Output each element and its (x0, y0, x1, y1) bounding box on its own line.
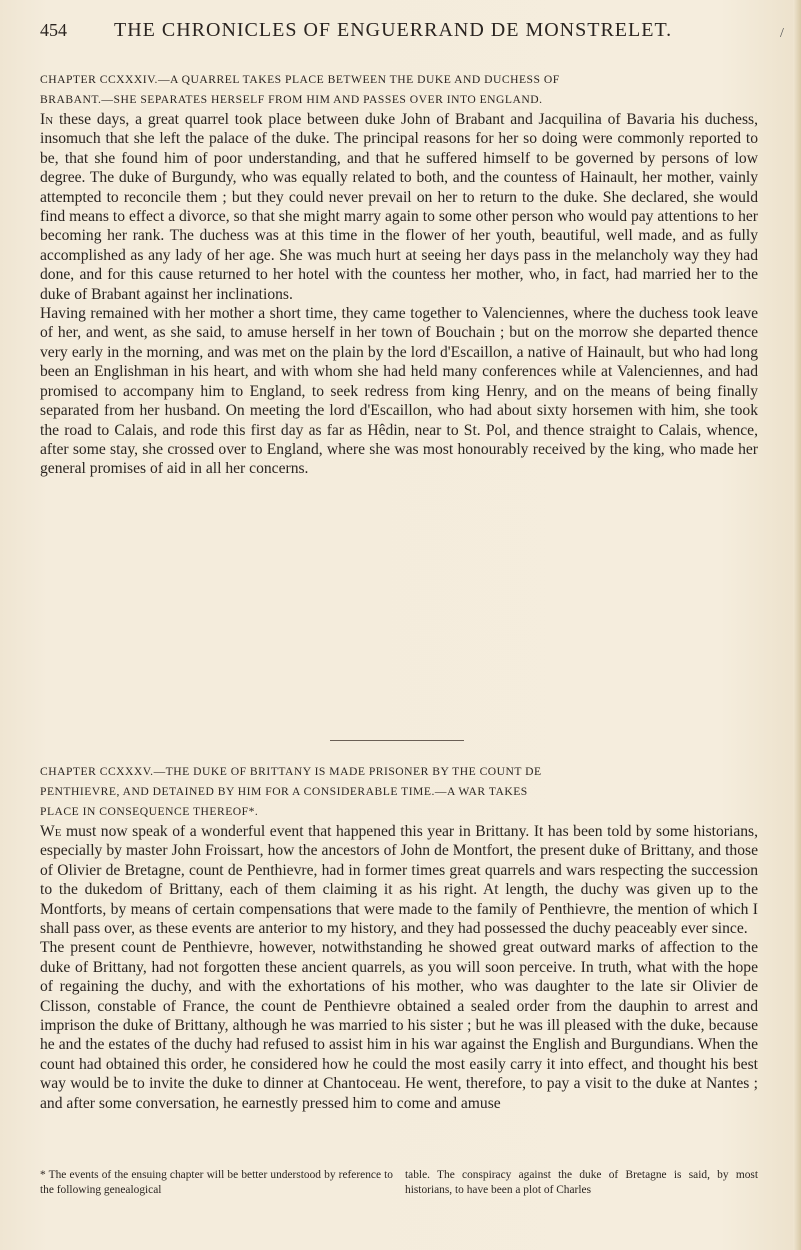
chapter-heading-line: BRABANT.—SHE SEPARATES HERSELF FROM HIM AND PASSES OVER INTO ENGLAND. (40, 93, 543, 106)
paragraph (40, 110, 758, 304)
section-divider (330, 740, 464, 741)
footnote (40, 1168, 758, 1198)
initial-word: We (40, 823, 62, 840)
chapter-heading (40, 70, 758, 110)
paragraph-text: The present count de Penthievre, however, notwithstanding he showed great outward marks of affection to the duke of Brittany, had not forgotten these ancient quarrels, as you will soon perceive. In truth, what with the hope of regaining the duchy, and with the exhortations of his mother, who was daughter to the late sir Olivier de Clisson, constable of France, the count de Penthievre obtained a sealed order from the dauphin to arrest and imprison the duke of Brittany, although he was married to his sister ; but he was ill pleased with the duke, because he and the estates of the duchy had refused to assist him in his war against the English and Burgundians. When the count had obtained this order, he considered how he could the most easily carry it into effect, and thought his best way would be to invite the duke to dinner at Chantoceau. He went, therefore, to pay a visit to the duke at Nantes ; and after some conversation, he earnestly pressed him to come and amuse (40, 939, 758, 1112)
paragraph (40, 938, 758, 1113)
page-edge (793, 0, 801, 1250)
initial-word: In (40, 111, 54, 128)
chapter-heading-line: CHAPTER CCXXXV.—THE DUKE OF BRITTANY IS MADE PRISONER BY THE COUNT DE (40, 765, 542, 778)
page-number: 454 (40, 20, 67, 40)
paragraph-text: these days, a great quarrel took place between duke John of Brabant and Jacquilina of Bavaria his duchess, insomuch that she left the palace of the duke. The principal reasons for her so doing were commonly reported to be, that she found him of poor understanding, and that he suffered himself to be governed by persons of low degree. The duke of Burgundy, who was equally related to both, and the countess of Hainault, her mother, vainly attempted to reconcile them ; but they could never prevail on her to return to the duke. She declared, she would find means to effect a divorce, so that she might marry again to some other person who would pay attentions to her becoming her rank. The duchess was at this time in the flower of her youth, beautiful, well made, and as fully accomplished as any lady of her age. She was much hurt at seeing her days pass in the melancholy way they had done, and for this cause returned to her hotel with the countess her mother, who, in fact, had married her to the duke of Brabant against her inclinations. (40, 111, 758, 303)
chapter-heading-line: PENTHIEVRE, AND DETAINED BY HIM FOR A CONSIDERABLE TIME.—A WAR TAKES (40, 785, 528, 798)
footnote-column: * The events of the ensuing chapter will be better understood by reference to the following genealogical (40, 1169, 393, 1196)
chapter-heading-line: PLACE IN CONSEQUENCE THEREOF*. (40, 805, 259, 818)
chapter-234 (40, 70, 758, 479)
paragraph (40, 822, 758, 938)
paragraph-text: must now speak of a wonderful event that happened this year in Brittany. It has been told by some historians, especially by master John Froissart, how the ancestors of John de Montfort, the present duke of Brittany, and those of Olivier de Bretagne, count de Penthievre, had in former times great quarrels and wars respecting the succession to the dukedom of Brittany, each of them claiming it as his right. At length, the duchy was given up to the Montforts, by means of certain compensations that were made to the family of Penthievre, the mention of which I shall pass over, as these events are anterior to my history, and they had possessed the duchy peaceably ever since. (40, 823, 758, 938)
page-header (40, 19, 784, 50)
paragraph-text: Having remained with her mother a short time, they came together to Valenciennes, where the duchess took leave of her, and went, as she said, to amuse herself in her town of Bouchain ; but on the morrow she departed thence very early in the morning, and was met on the plain by the lord d'Escaillon, a native of Hainault, but who had long been an Englishman in his heart, and with whom she had held many conferences while at Valenciennes, and had promised to accompany him to England, to seek redress from king Henry, and on the means of being finally separated from her husband. On meeting the lord d'Escaillon, who had about sixty horsemen with him, she took the road to Calais, and rode this first day as far as Hêdin, near to St. Pol, and thence straight to Calais, whence, after some stay, she crossed over to England, where she was most honourably received by the king, who made her general promises of aid in all her concerns. (40, 305, 758, 478)
footnote-column: table. The conspiracy against the duke of Bretagne is said, by most historians, to have been a plot of Charles (405, 1169, 758, 1196)
running-title: THE CHRONICLES OF ENGUERRAND DE MONSTRELET. (114, 19, 673, 41)
chapter-heading-line: CHAPTER CCXXXIV.—A QUARREL TAKES PLACE BETWEEN THE DUKE AND DUCHESS OF (40, 73, 560, 86)
chapter-235 (40, 762, 758, 1113)
paragraph (40, 304, 758, 479)
corner-mark: / (780, 26, 784, 41)
chapter-heading (40, 762, 758, 822)
